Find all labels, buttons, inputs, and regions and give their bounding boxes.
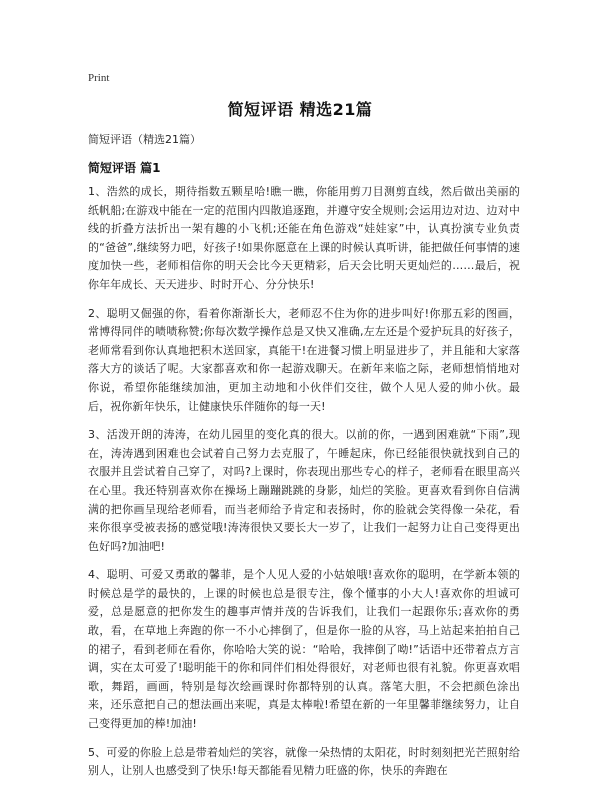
paragraph-5: 5、可爱的你脸上总是带着灿烂的笑容，就像一朵热情的太阳花，时时刻刻把光芒照射给别人，让别人也感受到了快乐!每天都能看见精力旺盛的你，快乐的奔跑在 (88, 745, 520, 778)
paragraph-3: 3、活泼开朗的涛涛，在幼儿园里的变化真的很大。以前的你，一遇到困难就“下雨”,现在，涛涛遇到困难也会试着自己努力去克服了，午睡起床，你已经能很快就找到自己的衣服并且尝试着自己穿了，对吗?上课时，你表现出那些专心的样子，老师看在眼里高兴在心里。我还特别喜欢你在操场上蹦蹦跳跳的身影，灿烂的笑脸。更喜欢看到你自信满满的把你画呈现给老师看，而当老师给予肯定和表扬时，你的脸就会笑得像一朵花，看来你很享受被表扬的感觉哦!涛涛很快又要长大一岁了，让我们一起努力让自己变得更出色好吗?加油吧! (88, 428, 520, 553)
print-link[interactable]: Print (88, 72, 110, 84)
paragraph-1: 1、浩然的成长，期待指数五颗星哈!瞧一瞧，你能用剪刀目测剪直线，然后做出美丽的纸帆船;在游戏中能在一定的范围内四散追逐跑，并遵守安全规则;会运用边对边、边对中线的折叠方法折出一架有趣的小飞机;还能在角色游戏“娃娃家”中，认真扮演专业负责的“爸爸”,继续努力吧，好孩子!如果你愿意在上课的时候认真听讲，能把做任何事情的速度加快一些，老师相信你的明天会比今天更精彩，后天会比明天更灿烂的……最后，祝你年年成长、天天进步、时时开心、分分快乐! (88, 185, 520, 291)
document-title: 简短评语 精选21篇 (227, 100, 373, 119)
document-subtitle: 简短评语（精选21篇） (88, 133, 201, 146)
document-body (88, 183, 520, 791)
paragraph-4: 4、聪明、可爱又勇敢的馨菲，是个人见人爱的小姑娘哦!喜欢你的聪明，在学新本领的时候总是学的最快的，上课的时候也总是很专注，像个懂事的小大人!喜欢你的坦诚可爱，总是愿意的把你发生的趣事声情并茂的告诉我们，让我们一起跟你乐;喜欢你的勇敢，看，在草地上奔跑的你一不小心摔倒了，但是你一脸的从容，马上站起来拍拍自己的裙子，看到老师在看你，你哈哈大笑的说：“哈哈，我摔倒了呦!”话语中还带着点方言调，实在太可爱了!聪明能干的你和同伴们相处得很好，对老师也很有礼貌。你更喜欢唱歌，舞蹈，画画，特别是每次绘画课时你都特别的认真。落笔大胆，不会把颜色涂出来，还乐意把自己的想法画出来呢，真是太棒啦!希望在新的一年里馨菲继续努力，让自己变得更加的棒!加油! (88, 568, 520, 731)
section-heading: 简短评语 篇1 (88, 161, 161, 175)
paragraph-2: 2、聪明又倔强的你，看着你渐渐长大，老师忍不住为你的进步叫好!你那五彩的图画，常博得同伴的啧啧称赞;你每次数学操作总是又快又准确,左左还是个爱护玩具的好孩子，老师常看到你认真地把积木送回家，真能干!在进餐习惯上明显进步了，并且能和大家落落大方的谈话了呢。大家都喜欢和你一起游戏聊天。在新年来临之际，老师想悄悄地对你说，希望你能继续加油，更加主动地和小伙伴们交往，做个人见人爱的帅小伙。最后，祝你新年快乐，让健康快乐伴随你的每一天! (88, 306, 520, 413)
